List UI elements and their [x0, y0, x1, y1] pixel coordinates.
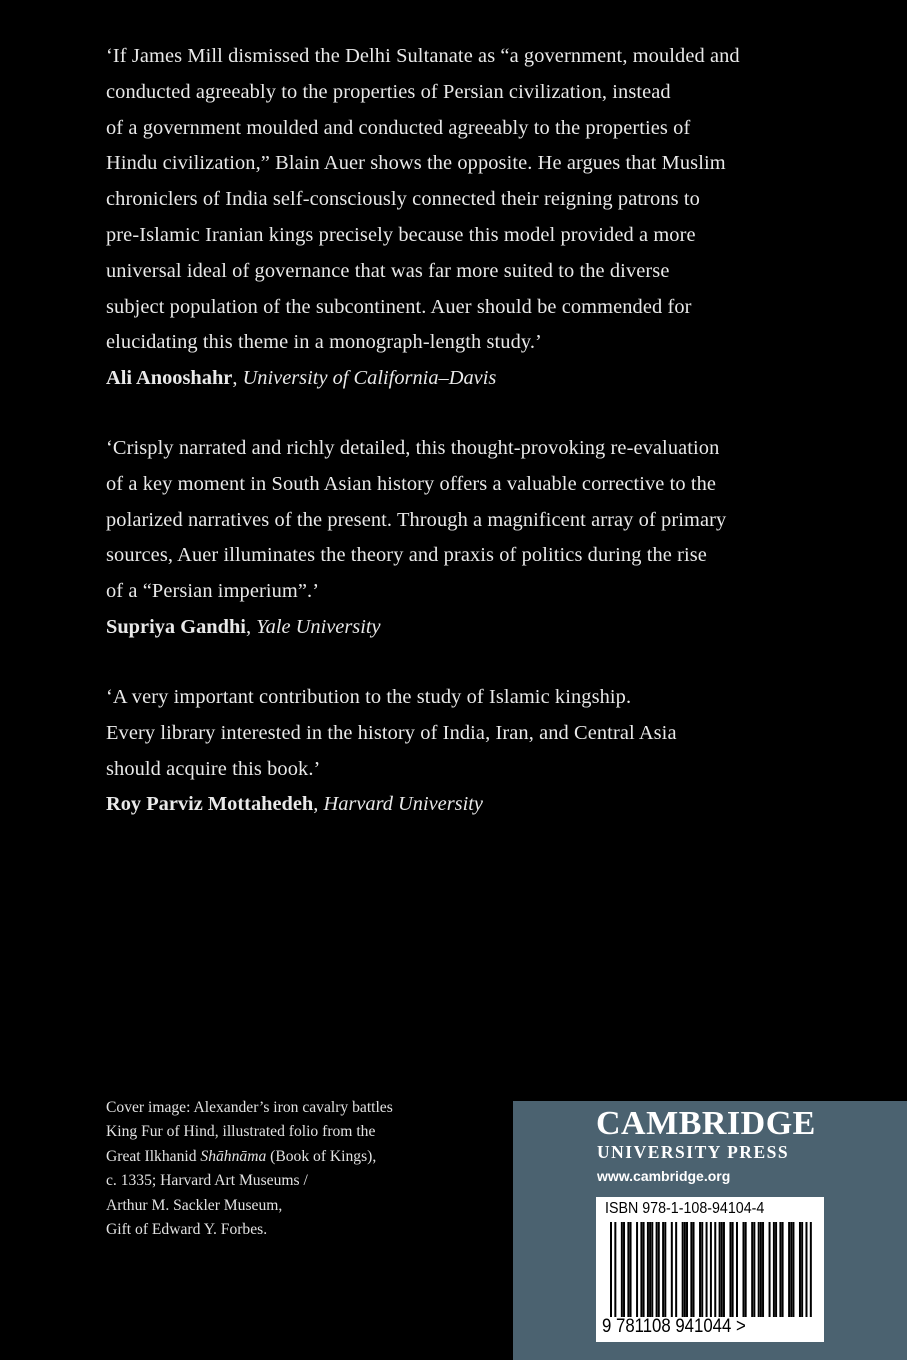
- barcode-bar: [779, 1222, 781, 1317]
- credit-line: King Fur of Hind, illustrated folio from the: [106, 1123, 376, 1141]
- barcode-bar: [682, 1222, 684, 1317]
- publisher-name: CAMBRIDGE: [596, 1105, 816, 1142]
- quote-attribution: Roy Parviz Mottahedeh, Harvard University: [106, 793, 483, 816]
- barcode-bar: [769, 1222, 771, 1317]
- barcode-bar: [706, 1222, 708, 1317]
- quote-line: chroniclers of India self-consciously connected their reigning patrons to: [106, 188, 700, 211]
- quote-line: ‘If James Mill dismissed the Delhi Sultanate as “a government, moulded and: [106, 45, 740, 67]
- quote-line: pre-Islamic Iranian kings precisely because this model provided a more: [106, 223, 696, 246]
- barcode-bar: [671, 1222, 673, 1317]
- barcode-bar: [610, 1222, 612, 1317]
- barcode-bar: [664, 1222, 666, 1317]
- barcode-bar: [640, 1222, 642, 1317]
- barcode-bar: [621, 1222, 623, 1317]
- barcode-bar: [662, 1222, 664, 1317]
- quote-line: elucidating this theme in a monograph-length study.’: [106, 331, 542, 354]
- barcode-bar: [675, 1222, 677, 1317]
- credit-text: Great Ilkhanid: [106, 1147, 201, 1165]
- endorsement-quote-1: [106, 39, 816, 397]
- barcode-bar: [627, 1222, 629, 1317]
- quote-line: of a key moment in South Asian history offers a valuable corrective to the: [106, 472, 717, 495]
- author-name: Roy Parviz Mottahedeh: [106, 793, 314, 816]
- barcode-bar: [773, 1222, 775, 1317]
- barcode-bar: [732, 1222, 734, 1317]
- quote-line: Hindu civilization,” Blain Auer shows the opposite. He argues that Muslim: [106, 152, 726, 175]
- barcode-bar: [801, 1222, 803, 1317]
- barcode-bar: [810, 1222, 812, 1317]
- barcode-bar: [699, 1222, 701, 1317]
- barcode-bar: [758, 1222, 760, 1317]
- barcode-bar: [690, 1222, 692, 1317]
- barcode-bar: [736, 1222, 738, 1317]
- credit-text: (Book of Kings),: [266, 1147, 377, 1165]
- isbn-label: ISBN 978-1-108-94104-4: [605, 1200, 765, 1217]
- quote-attribution: Ali Anooshahr, University of California–Davis: [106, 367, 497, 390]
- barcode-bar: [775, 1222, 777, 1317]
- barcode-bar: [614, 1222, 616, 1317]
- barcode-digits: 9 781108 941044 >: [602, 1315, 746, 1337]
- isbn-barcode: [596, 1197, 824, 1342]
- barcode-bar: [658, 1222, 660, 1317]
- publisher-subtitle: UNIVERSITY PRESS: [597, 1142, 790, 1162]
- quote-line: of a government moulded and conducted agreeably to the properties of: [106, 116, 691, 139]
- barcode-bar: [651, 1222, 653, 1317]
- publisher-panel: [513, 1101, 907, 1360]
- barcode-bar: [751, 1222, 753, 1317]
- author-name: Ali Anooshahr: [106, 367, 233, 390]
- quote-line: universal ideal of governance that was far more suited to the diverse: [106, 259, 670, 282]
- quote-line: ‘Crisply narrated and richly detailed, this thought-provoking re-evaluation: [106, 437, 720, 459]
- quote-line: subject population of the subcontinent. Auer should be commended for: [106, 295, 692, 318]
- barcode-bar: [799, 1222, 801, 1317]
- barcode-bar: [805, 1222, 807, 1317]
- barcode-bar: [723, 1222, 725, 1317]
- author-name: Supriya Gandhi: [106, 615, 246, 638]
- quote-line: Every library interested in the history of India, Iran, and Central Asia: [106, 721, 677, 744]
- credit-line: c. 1335; Harvard Art Museums /: [106, 1172, 308, 1190]
- barcode-bar: [636, 1222, 638, 1317]
- barcode-bar: [721, 1222, 723, 1317]
- quote-line: ‘A very important contribution to the study of Islamic kingship.: [106, 686, 632, 708]
- quote-line: polarized narratives of the present. Through a magnificent array of primary: [106, 508, 727, 531]
- barcode-bar: [647, 1222, 649, 1317]
- barcode-bar: [745, 1222, 747, 1317]
- author-affiliation: University of California–Davis: [242, 367, 497, 390]
- barcode-bar: [630, 1222, 632, 1317]
- barcode-bar: [710, 1222, 712, 1317]
- quote-line: sources, Auer illuminates the theory and praxis of politics during the rise: [106, 544, 707, 567]
- quote-line: conducted agreeably to the properties of Persian civilization, instead: [106, 80, 671, 103]
- barcode-bar: [790, 1222, 792, 1317]
- credit-line: Cover image: Alexander’s iron cavalry battles: [106, 1099, 393, 1116]
- publisher-url: www.cambridge.org: [597, 1168, 731, 1184]
- barcode-bar: [792, 1222, 794, 1317]
- credit-line: Arthur M. Sackler Museum,: [106, 1196, 283, 1214]
- barcode-bar: [693, 1222, 695, 1317]
- endorsement-quote-3: [106, 680, 816, 823]
- quote-line: of a “Persian imperium”.’: [106, 580, 320, 603]
- quote-attribution: Supriya Gandhi, Yale University: [106, 615, 381, 638]
- barcode-bar: [729, 1222, 731, 1317]
- quote-line: should acquire this book.’: [106, 757, 321, 780]
- barcode-bar: [714, 1222, 716, 1317]
- barcode-bar: [753, 1222, 755, 1317]
- credit-line: [106, 1145, 506, 1169]
- author-affiliation: Harvard University: [323, 793, 483, 816]
- shahnama-title: Shāhnāma: [200, 1147, 267, 1165]
- barcode-bar: [760, 1222, 762, 1317]
- barcode-bar: [643, 1222, 645, 1317]
- credit-line: Gift of Edward Y. Forbes.: [106, 1221, 268, 1239]
- barcode-bar: [762, 1222, 764, 1317]
- barcode-bar: [782, 1222, 784, 1317]
- barcode-bar: [623, 1222, 625, 1317]
- author-affiliation: Yale University: [256, 615, 381, 638]
- barcode-bar: [788, 1222, 790, 1317]
- endorsement-quote-2: [106, 431, 816, 646]
- cover-image-credit: [106, 1096, 506, 1242]
- barcode-bar: [656, 1222, 658, 1317]
- barcode-bar: [686, 1222, 688, 1317]
- barcode-bars: [610, 1222, 812, 1317]
- barcode-bar: [649, 1222, 651, 1317]
- barcode-bar: [742, 1222, 744, 1317]
- barcode-bar: [684, 1222, 686, 1317]
- barcode-bar: [719, 1222, 721, 1317]
- barcode-bar: [701, 1222, 703, 1317]
